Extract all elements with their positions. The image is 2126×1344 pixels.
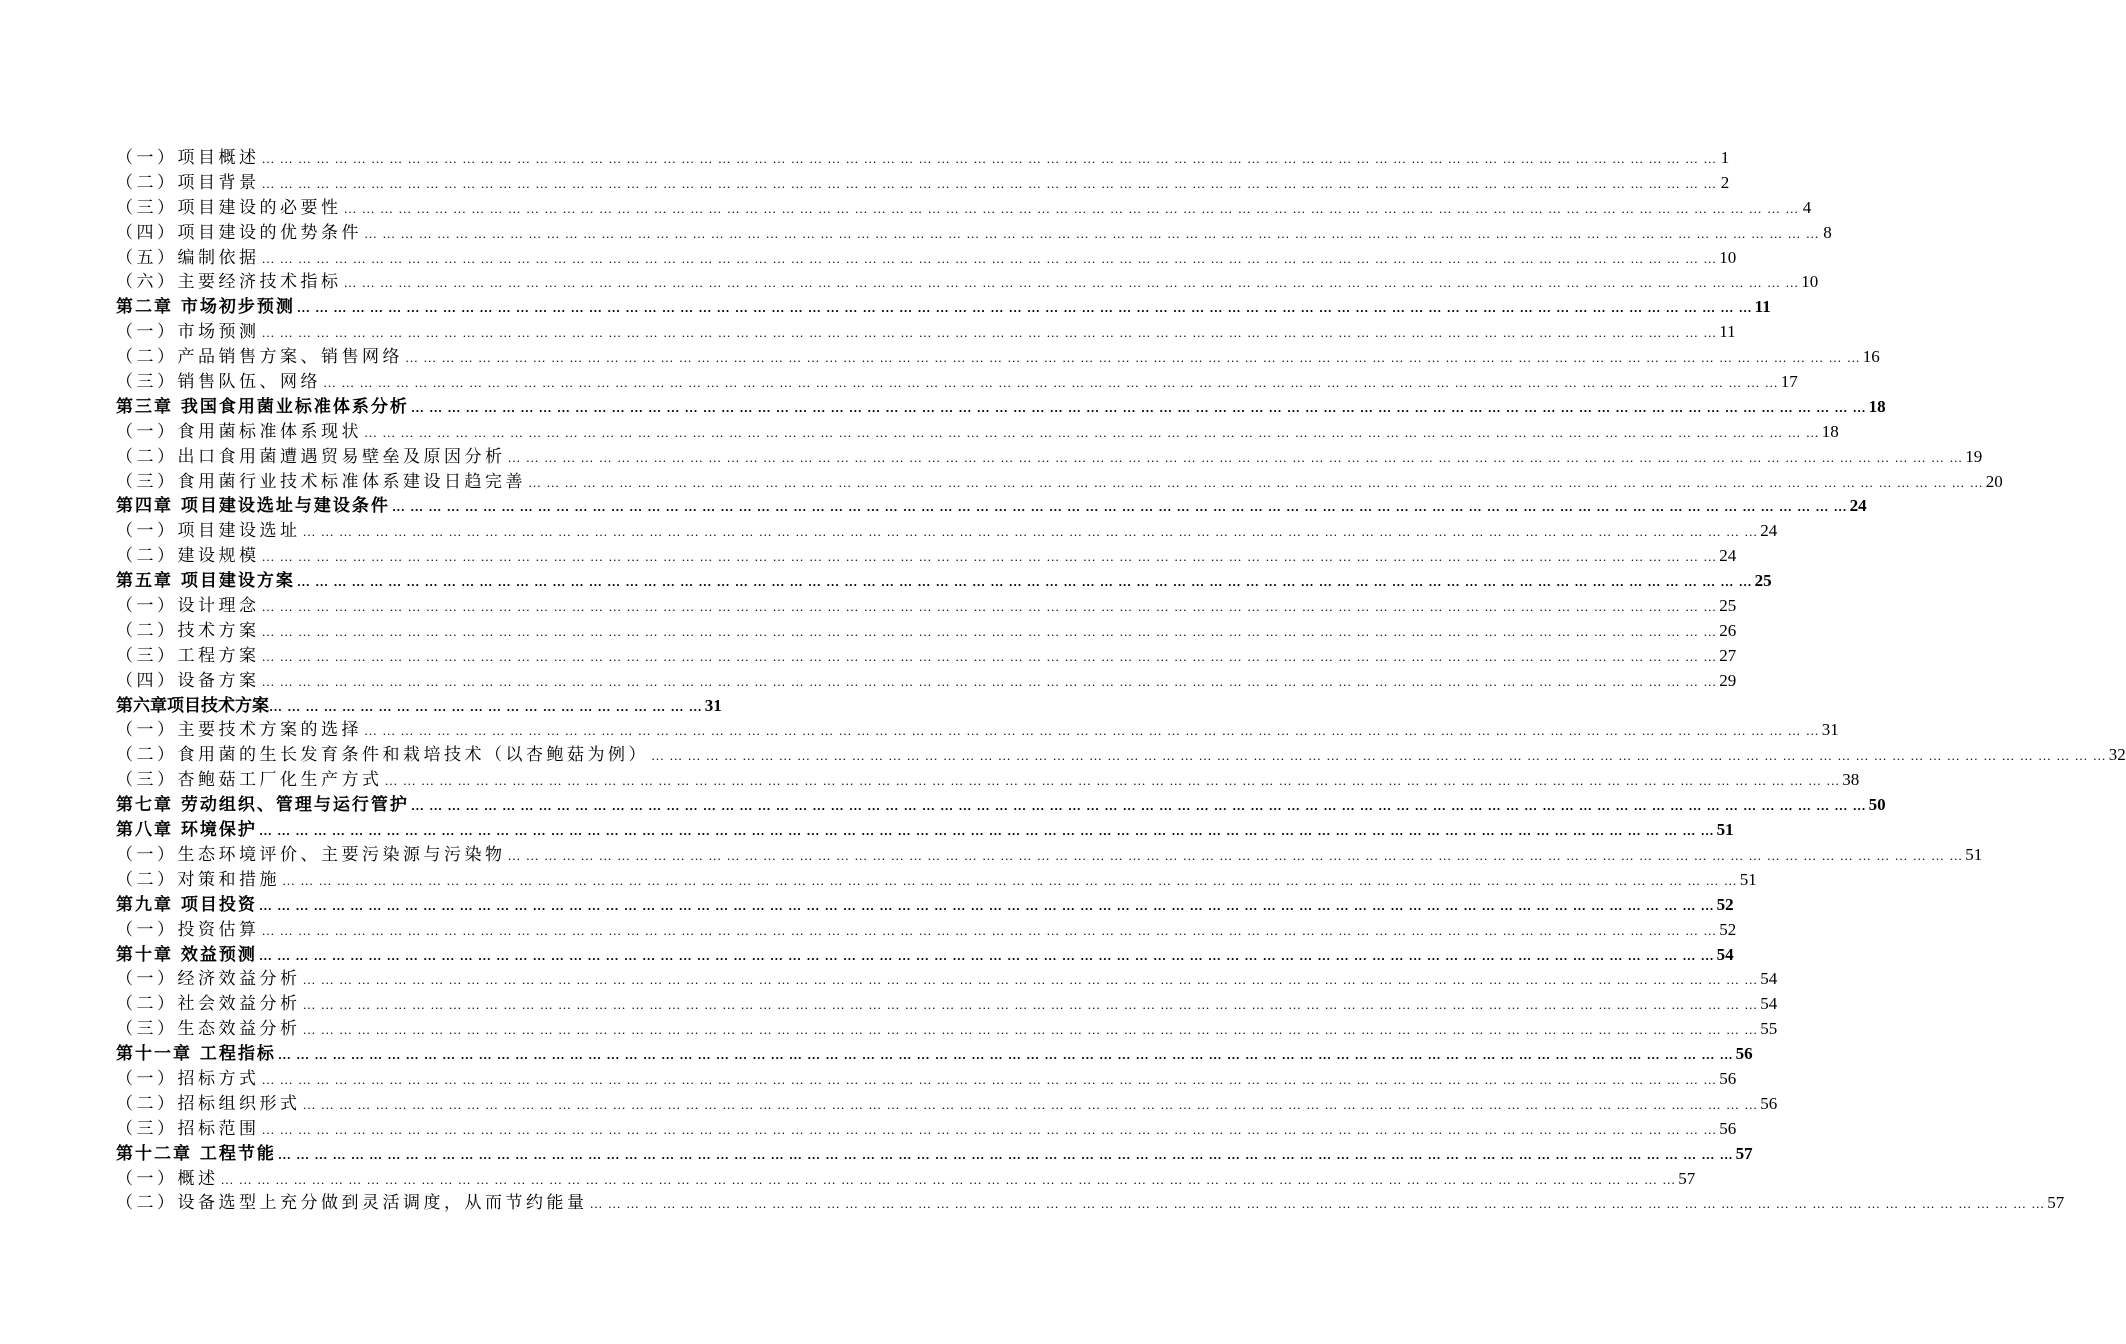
dot-leader: … … … … … … … … … … … … … … … … … … … … … … … … … … … … … … … … … … … … … … … … … … … … … … … … … … … … … … … … … … … … … … … … … … … … … … … … … … … … … … … … bbox=[261, 325, 1718, 341]
toc-section-entry[interactable] bbox=[116, 146, 1730, 171]
dot-leader: … … … … … … … … … … … … … … … … … … … … … … … … … … … … … … … … … … … … … … … … … … … … … … … … … … … … … … … … … … … … … … … … … … … … … … … … … … … … … … … … bbox=[405, 350, 1861, 366]
toc-entry-title: 第十章 效益预测 bbox=[116, 944, 257, 965]
toc-page-number: 51 bbox=[1716, 820, 1734, 840]
toc-section-entry[interactable] bbox=[116, 992, 1778, 1017]
toc-entry-title: （二）项目背景 bbox=[116, 172, 260, 193]
toc-section-entry[interactable] bbox=[116, 544, 1737, 569]
toc-section-entry[interactable] bbox=[116, 519, 1778, 544]
dot-leader: … … … … … … … … … … … … … … … … … … … … … … … … … … … … … … … … … … … … … … … … … … … … … … … … … … … … … … … … … … … … … … … … … … … … … … … … … … … … … … … … bbox=[261, 151, 1718, 166]
dot-leader: … … … … … … … … … … … … … … … … … … … … … … … … … … … … … … … … … … … … … … … … … … … … … … … … … … … … … … … … … … … … … … … … … … … … … … … … … … … … … … … … bbox=[296, 300, 1753, 316]
dot-leader: … … … … … … … … … … … … … … … … … … … … … … … … … … … … … … … … … … … … … … … … … … … … … … … … … … … … … … … … … … … … … … … … … … … … … … … … … … … … … … … … bbox=[261, 922, 1718, 938]
dot-leader: … … … … … … … … … … … … … … … … … … … … … … … … … … … … … … … … … … … … … … … … … … … … … … … … … … … … … … … … … … … … … … … … … … … … … … … … … … … … … … … … bbox=[507, 449, 1964, 465]
toc-page-number: 55 bbox=[1760, 1019, 1778, 1039]
toc-section-entry[interactable] bbox=[116, 1017, 1778, 1042]
toc-entry-title: 第十一章 工程指标 bbox=[116, 1044, 276, 1065]
toc-chapter-entry[interactable] bbox=[116, 893, 1734, 918]
toc-section-entry[interactable] bbox=[116, 644, 1737, 669]
toc-section-entry[interactable] bbox=[116, 270, 1819, 295]
dot-leader: … … … … … … … … … … … … … … … … … … … … … … … … … … … … … … … … … … … … … … … … … … … … … … … … … … … … … … … … … … … … … … … … … … … … … … … … … … … … … … … … bbox=[302, 972, 1759, 988]
dot-leader: … … … … … … … … … … … … … … … … … … … … … … … … … … … … … … … … … … … … … … … … … … … … … … … … … … … … … … … … … … … … … … … … … … … … … … … … … … … … … … … … bbox=[261, 599, 1718, 615]
toc-entry-title: 第九章 项目投资 bbox=[116, 894, 257, 915]
toc-page-number: 1 bbox=[1720, 148, 1730, 167]
toc-entry-title: （一）项目概述 bbox=[116, 148, 260, 168]
dot-leader: … … … … … … … … … … … … … … … … … … … … … … … … … … … … … … … … … … … … … … … … … … … … … … … … … … … … … … … … … … … … … … … … … … … … … … … … … … … … … … … … bbox=[384, 773, 1841, 789]
toc-page-number: 11 bbox=[1719, 322, 1736, 342]
toc-entry-title: 第二章 市场初步预测 bbox=[116, 297, 295, 318]
toc-entry-title: （一）设计理念 bbox=[116, 596, 260, 617]
toc-page-number: 24 bbox=[1760, 521, 1778, 541]
dot-leader: … … … … … … … … … … … … … … … … … … … … … … … … … … … … … … … … … … … … … … … … … … … … … … … … … … … … … … … … … … … … … … … … … … … … … … … … … … … … … … … … bbox=[302, 1022, 1759, 1038]
dot-leader: … … … … … … … … … … … … … … … … … … … … … … … … … … … … … … … … … … … … … … … … … … … … … … … … … … … … … … … … … … … … … … … … … … … … … … … … … … … … … … … … bbox=[410, 399, 1867, 415]
toc-page-number: 29 bbox=[1719, 670, 1737, 690]
toc-entry-title: （二）社会效益分析 bbox=[116, 994, 301, 1015]
toc-entry-title: （一）经济效益分析 bbox=[116, 969, 301, 990]
toc-chapter-entry[interactable] bbox=[116, 295, 1771, 320]
toc-page-number: 20 bbox=[1985, 471, 2003, 491]
toc-page-number: 19 bbox=[1965, 446, 1983, 466]
toc-entry-title: 第八章 环境保护 bbox=[116, 820, 257, 841]
toc-section-entry[interactable] bbox=[116, 1167, 1696, 1192]
toc-entry-title: 第六章项目技术方案 bbox=[116, 695, 269, 716]
dot-leader: … … … … … … … … … … … … … … … … … … … … … … … … … … … … … … … … … … … … … … … … … … … … … … … … … … … … … … … … … … … … … … … … … … … … … … … … … … … … … … … … bbox=[261, 623, 1718, 639]
toc-chapter-entry[interactable] bbox=[116, 943, 1734, 968]
toc-page-number: 17 bbox=[1780, 372, 1798, 392]
toc-page-number: 10 bbox=[1719, 247, 1737, 267]
toc-chapter-entry[interactable] bbox=[116, 1142, 1753, 1167]
toc-entry-title: （一）招标方式 bbox=[116, 1068, 260, 1089]
dot-leader: … … … … … … … … … … … … … … … … … … … … … … … … … … … … … … … … … … … … … … … … … … … … … … … … … … … … … … … … … … … … … … … … … … … … … … … … … … … … … … … … bbox=[277, 1146, 1734, 1162]
toc-page-number: 57 bbox=[2047, 1193, 2065, 1213]
toc-page-number: 57 bbox=[1735, 1143, 1753, 1163]
table-of-contents bbox=[116, 146, 2126, 1216]
toc-page-number: 56 bbox=[1735, 1044, 1753, 1064]
toc-entry-title: （一）项目建设选址 bbox=[116, 521, 301, 542]
dot-leader: … … … … … … … … … … … … … … … … … … … … … … … … … … … … … … … … … … … … … … … … … … … … … … … … … … … … … … … … … … … … … … … … … … … … … … … … … … … … … … … … bbox=[261, 175, 1718, 191]
toc-entry-title: （三）项目建设的必要性 bbox=[116, 197, 342, 218]
dot-leader: … … … … … … … … … … … … … … … … … … … … … … … … … … … … … … … … … … … … … … … … … … … … … … … … … … … … … … … … … … … … … … … … … … … … … … … … … … … … … … … … bbox=[277, 1047, 1734, 1063]
toc-chapter-entry[interactable] bbox=[116, 793, 1886, 818]
toc-page-number: 24 bbox=[1719, 546, 1737, 566]
toc-page-number: 50 bbox=[1868, 795, 1886, 815]
toc-entry-title: （五）编制依据 bbox=[116, 247, 260, 268]
toc-section-entry[interactable] bbox=[116, 196, 1812, 221]
toc-section-entry[interactable] bbox=[116, 246, 1737, 271]
dot-leader: … … … … … … … … … … … … … … … … … … … … … … … … … … … … … … … … … … … … … … … … … … … … … … … … … … … … … … … … … … … … … … … … … … … … … … … … … … … … … … … … bbox=[261, 549, 1718, 565]
toc-page-number: 56 bbox=[1719, 1068, 1737, 1088]
toc-page-number: 52 bbox=[1716, 894, 1734, 914]
dot-leader: … … … … … … … … … … … … … … … … … … … … … … … … … … … … … … … … … … … … … … … … … … … … … … … … … … … … … … … … … … … … … … … … … … … … … … … … … … … … … … … … bbox=[302, 1096, 1759, 1112]
dot-leader: … … … … … … … … … … … … … … … … … … … … … … … … … … … … … … … … … … … … … … … … … … … … … … … … … … … … … … … … … … … … … … … … … … … … … … … … … … … … … … … … bbox=[258, 947, 1715, 963]
dot-leader: … … … … … … … … … … … … … … … … … … … … … … … … … … … … … … … … … … … … … … … … … … … … … … … … … … … … … … … … … … … … … … … … … … … … … … … … … … … … … … … … bbox=[589, 1196, 2046, 1212]
toc-page-number: 27 bbox=[1719, 645, 1737, 665]
toc-section-entry[interactable] bbox=[116, 345, 1880, 370]
toc-entry-title: 第十二章 工程节能 bbox=[116, 1143, 276, 1164]
toc-chapter-entry[interactable] bbox=[116, 569, 1772, 594]
toc-chapter-entry[interactable] bbox=[116, 1042, 1753, 1067]
toc-section-entry[interactable] bbox=[116, 619, 1737, 644]
toc-section-entry[interactable] bbox=[116, 594, 1737, 619]
toc-entry-title: （一）主要技术方案的选择 bbox=[116, 720, 362, 741]
toc-entry-title: （四）设备方案 bbox=[116, 670, 260, 691]
toc-page-number: 25 bbox=[1754, 571, 1772, 591]
dot-leader: … … … … … … … … … … … … … … … … … … … … … … … … … … … … … … … … … … … … … … … … … … … … … … … … … … … … … … … … … … … … … … … … … … … … … … … … … … … … … … … … bbox=[507, 847, 1964, 863]
dot-leader: … … … … … … … … … … … … … … … … … … … … … … … … … … … … … … … … … … … … … … … … … … … … … … … … … … … … … … … … … … … … … … … … … … … … … … … … … … … … … … … … bbox=[258, 897, 1715, 913]
toc-entry-title: （二）食用菌的生长发育条件和栽培技术（以杏鲍菇为例） bbox=[116, 745, 649, 766]
toc-page-number: 56 bbox=[1719, 1118, 1737, 1138]
toc-entry-title: （一）投资估算 bbox=[116, 919, 260, 940]
toc-entry-title: （三）生态效益分析 bbox=[116, 1019, 301, 1040]
toc-page-number: 31 bbox=[704, 695, 722, 715]
toc-section-entry[interactable] bbox=[116, 171, 1730, 196]
toc-section-entry[interactable] bbox=[116, 1092, 1778, 1117]
dot-leader: … … … … … … … … … … … … … … … … … … … … … … … … … … … … … … … … … … … … … … … … … … … … … … … … … … … … … … … … … … … … … … … … … … … … … … … … … … … … … … … … bbox=[391, 499, 1848, 515]
dot-leader: … … … … … … … … … … … … … … … … … … … … … … … … … … … … … … … … … … … … … … … … … … … … … … … … … … … … … … … … … … … … … … … … … … … … … … … … … … … … … … … … bbox=[364, 723, 1820, 739]
toc-page-number: 26 bbox=[1719, 620, 1737, 640]
dot-leader: … … … … … … … … … … … … … … … … … … … … … … … … … … … … … … … … … … … … … … … … … … … … … … … … … … … … … … … … … … … … … … … … … … … … … … … … … … … … … … … … bbox=[296, 574, 1753, 590]
dot-leader: … … … … … … … … … … … … … … … … … … … … … … … … … … … … … … … … … … … … … … … … … … … … … … … … … … … … … … … … … … … … … … … … … … … … … … … … … … … … … … … … bbox=[364, 424, 1820, 440]
dot-leader: … … … … … … … … … … … … … … … … … … … … … … … … … … … … … … … … … … … … … … … … … … … … … … … … … … … … … … … … … … … … … … … … … … … … … … … … … … … … … … … … bbox=[364, 225, 1820, 241]
toc-entry-title: （一）生态环境评价、主要污染源与污染物 bbox=[116, 844, 506, 865]
toc-entry-title: （三）销售队伍、网络 bbox=[116, 372, 321, 393]
toc-entry-title: （三）食用菌行业技术标准体系建设日趋完善 bbox=[116, 471, 526, 492]
toc-section-entry[interactable] bbox=[116, 669, 1737, 694]
dot-leader: … … … … … … … … … … … … … … … … … … … … … … … … … … … … … … … … … … … … … … … … … … … … … … … … … … … … … … … … … … … … … … … … … … … … … … … … … … … … … … … … bbox=[261, 673, 1718, 689]
toc-section-entry[interactable] bbox=[116, 843, 1983, 868]
toc-entry-title: （一）市场预测 bbox=[116, 322, 260, 343]
toc-page-number: 2 bbox=[1720, 172, 1730, 192]
dot-leader: … … … … … … … … … … … … … … … … … … … … … … … … … … … … … … … … … … … … … … … … … … … … … … … … … … … … … … … … … … … … … … … … … … … … … … … … … … … … … … … … bbox=[302, 997, 1759, 1013]
toc-page-number: 54 bbox=[1716, 944, 1734, 964]
toc-page-number: 54 bbox=[1760, 994, 1778, 1014]
toc-page-number: 51 bbox=[1739, 869, 1757, 889]
toc-page-number: 32 bbox=[2108, 745, 2126, 765]
toc-section-entry[interactable] bbox=[116, 918, 1737, 943]
toc-entry-title: （二）对策和措施 bbox=[116, 869, 280, 890]
toc-entry-title: 第五章 项目建设方案 bbox=[116, 571, 295, 592]
toc-entry-title: （二）产品销售方案、销售网络 bbox=[116, 347, 403, 368]
toc-page-number: 4 bbox=[1802, 197, 1812, 217]
dot-leader: … … … … … … … … … … … … … … … … … … … … … … … … … … … … … … … … … … … … … … … … … … … … … … … … … … … … … … … … … … … … … … … … … … … … … … … … … … … … … … … … bbox=[282, 872, 1738, 888]
dot-leader: … … … … … … … … … … … … … … … … … … … … … … … … … … … … … … … … … … … … … … … … … … … … … … … … … … … … … … … … … … … … … … … … … … … … … … … … … … … … … … … … bbox=[258, 823, 1715, 839]
toc-page-number: 11 bbox=[1754, 297, 1771, 317]
toc-entry-title: 第七章 劳动组织、管理与运行管护 bbox=[116, 795, 409, 816]
toc-page-number: 57 bbox=[1678, 1168, 1696, 1188]
dot-leader: … … … … … … … … … … … … … … … … … … … … … … … … … … … … … … … … … … … … … … … … … … … … … … … … … … … … … … … … … … … … … … … … … … … … … … … … … … … … … … … … bbox=[220, 1171, 1677, 1187]
dot-leader: … … … … … … … … … … … … … … … … … … … … … … … … … … … … … … … … … … … … … … … … … … … … … … … … … … … … … … … … … … … … … … … … … … … … … … … … … … … … … … … … bbox=[343, 275, 1800, 291]
toc-chapter-entry[interactable] bbox=[116, 694, 837, 719]
dot-leader: … … … … … … … … … … … … … … … … … … … … … … … … … … … … … … … … … … … … … … … … … … … … … … … … … … … … … … … … … … … … … … … … … … … … … … … … … … … … … … … … bbox=[528, 474, 1984, 490]
toc-chapter-entry[interactable] bbox=[116, 395, 1886, 420]
toc-section-entry[interactable] bbox=[116, 768, 1860, 793]
toc-entry-title: （二）招标组织形式 bbox=[116, 1093, 301, 1114]
toc-entry-title: （二）技术方案 bbox=[116, 620, 260, 641]
toc-page-number: 25 bbox=[1719, 596, 1737, 616]
toc-section-entry[interactable] bbox=[116, 743, 2126, 768]
toc-section-entry[interactable] bbox=[116, 470, 2003, 495]
toc-page-number: 38 bbox=[1842, 770, 1860, 790]
toc-entry-title: （三）工程方案 bbox=[116, 645, 260, 666]
toc-section-entry[interactable] bbox=[116, 221, 1832, 246]
toc-section-entry[interactable] bbox=[116, 868, 1757, 893]
toc-page-number: 31 bbox=[1821, 720, 1839, 740]
toc-page-number: 52 bbox=[1719, 919, 1737, 939]
toc-entry-title: （一）食用菌标准体系现状 bbox=[116, 421, 362, 442]
toc-entry-title: （一）概述 bbox=[116, 1168, 219, 1189]
toc-page-number: 51 bbox=[1965, 844, 1983, 864]
toc-entry-title: （二）设备选型上充分做到灵活调度，从而节约能量 bbox=[116, 1193, 588, 1214]
toc-entry-title: （三）杏鲍菇工厂化生产方式 bbox=[116, 770, 383, 791]
toc-section-entry[interactable] bbox=[116, 967, 1778, 992]
toc-section-entry[interactable] bbox=[116, 1117, 1737, 1142]
dot-leader: … … … … … … … … … … … … … … … … … … … … … … … … bbox=[269, 698, 703, 714]
dot-leader: … … … … … … … … … … … … … … … … … … … … … … … … … … … … … … … … … … … … … … … … … … … … … … … … … … … … … … … … … … … … … … … … … … … … … … … … … … … … … … … … bbox=[343, 200, 1800, 216]
toc-page-number: 24 bbox=[1849, 496, 1867, 516]
toc-entry-title: （三）招标范围 bbox=[116, 1118, 260, 1139]
toc-page-number: 10 bbox=[1801, 272, 1819, 292]
dot-leader: … … … … … … … … … … … … … … … … … … … … … … … … … … … … … … … … … … … … … … … … … … … … … … … … … … … … … … … … … … … … … … … … … … … … … … … … … … … … … … … … bbox=[323, 375, 1779, 391]
toc-page-number: 18 bbox=[1821, 421, 1839, 441]
dot-leader: … … … … … … … … … … … … … … … … … … … … … … … … … … … … … … … … … … … … … … … … … … … … … … … … … … … … … … … … … … … … … … … … … … … … … … … … … … … … … … … … bbox=[261, 1071, 1718, 1087]
dot-leader: … … … … … … … … … … … … … … … … … … … … … … … … … … … … … … … … … … … … … … … … … … … … … … … … … … … … … … … … … … … … … … … … … … … … … … … … … … … … … … … … bbox=[302, 524, 1759, 540]
toc-page-number: 16 bbox=[1862, 347, 1880, 367]
toc-section-entry[interactable] bbox=[116, 1191, 2065, 1216]
toc-entry-title: （二）建设规模 bbox=[116, 546, 260, 567]
toc-entry-title: （二）出口食用菌遭遇贸易壁垒及原因分析 bbox=[116, 446, 506, 467]
toc-page-number: 8 bbox=[1823, 222, 1832, 242]
toc-entry-title: 第四章 项目建设选址与建设条件 bbox=[116, 496, 390, 517]
dot-leader: … … … … … … … … … … … … … … … … … … … … … … … … … … … … … … … … … … … … … … … … … … … … … … … … … … … … … … … … … … … … … … … … … … … … … … … … … … … … … … … … bbox=[261, 250, 1718, 266]
dot-leader: … … … … … … … … … … … … … … … … … … … … … … … … … … … … … … … … … … … … … … … … … … … … … … … … … … … … … … … … … … … … … … … … … … … … … … … … … … … … … … … … bbox=[651, 748, 2107, 764]
toc-section-entry[interactable] bbox=[116, 445, 1983, 470]
dot-leader: … … … … … … … … … … … … … … … … … … … … … … … … … … … … … … … … … … … … … … … … … … … … … … … … … … … … … … … … … … … … … … … … … … … … … … … … … … … … … … … … bbox=[261, 648, 1718, 664]
toc-section-entry[interactable] bbox=[116, 1067, 1737, 1092]
toc-page-number: 54 bbox=[1760, 969, 1778, 989]
toc-section-entry[interactable] bbox=[116, 320, 1736, 345]
toc-chapter-entry[interactable] bbox=[116, 818, 1734, 843]
toc-entry-title: （四）项目建设的优势条件 bbox=[116, 222, 362, 243]
toc-section-entry[interactable] bbox=[116, 370, 1798, 395]
dot-leader: … … … … … … … … … … … … … … … … … … … … … … … … … … … … … … … … … … … … … … … … … … … … … … … … … … … … … … … … … … … … … … … … … … … … … … … … … … … … … … … … bbox=[261, 1121, 1718, 1137]
toc-entry-title: 第三章 我国食用菌业标准体系分析 bbox=[116, 396, 409, 417]
toc-section-entry[interactable] bbox=[116, 420, 1839, 445]
toc-chapter-entry[interactable] bbox=[116, 494, 1867, 519]
toc-section-entry[interactable] bbox=[116, 718, 1839, 743]
toc-page-number: 56 bbox=[1760, 1093, 1778, 1113]
dot-leader: … … … … … … … … … … … … … … … … … … … … … … … … … … … … … … … … … … … … … … … … … … … … … … … … … … … … … … … … … … … … … … … … … … … … … … … … … … … … … … … … bbox=[410, 798, 1867, 814]
toc-entry-title: （六）主要经济技术指标 bbox=[116, 272, 342, 293]
toc-page-number: 18 bbox=[1868, 396, 1886, 416]
